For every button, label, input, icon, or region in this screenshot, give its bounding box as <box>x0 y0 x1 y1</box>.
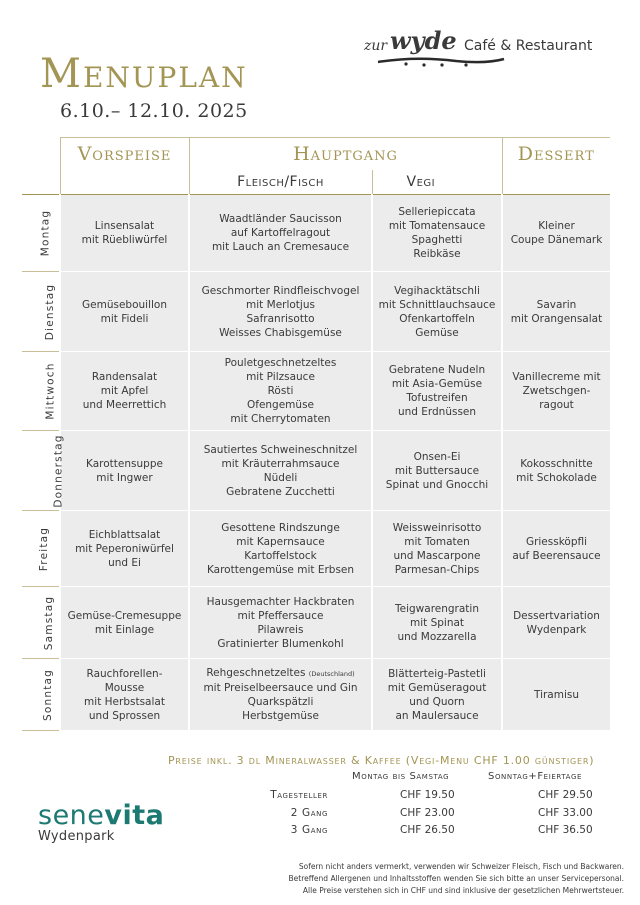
zurwyde-logo <box>362 24 602 72</box>
fleisch-cell <box>189 352 372 431</box>
dessert-cell <box>502 587 610 659</box>
vegi-cell <box>372 272 502 352</box>
dish-line: Sautiertes Schweineschnitzel <box>203 443 358 456</box>
dish-line: mit Einlage <box>94 623 155 636</box>
fleisch-cell <box>189 272 372 352</box>
dish-line: Gratinierter Blumenkohl <box>217 637 344 650</box>
dish-line: ragout <box>539 399 574 411</box>
vegi-cell <box>372 511 502 587</box>
dish-line: und Mozzarella <box>397 630 477 643</box>
dish-line: Rösti <box>267 385 294 397</box>
dish-line: mit Schnittlauchsauce <box>378 298 496 311</box>
price-tagesteller-sunday: CHF 29.50 <box>538 789 593 801</box>
vorspeise-cell <box>60 587 189 659</box>
dish-line: Griessköpfli <box>525 535 588 548</box>
dish-line: Rauchforellen- <box>86 667 163 680</box>
dish-line: Geschmorter Rindfleischvogel <box>201 284 360 297</box>
dish-line: auf Kartoffelragout <box>230 227 331 239</box>
price-col-weekday: Montag bis Samstag <box>352 771 450 782</box>
dish-line: und Erdnüssen <box>397 406 477 418</box>
logo-branch-icon <box>376 54 506 68</box>
dish-line: Ofenkartoffeln <box>399 312 475 325</box>
dish-line: Weisses Chabisgemüse <box>219 326 342 339</box>
dessert-cell <box>502 511 610 587</box>
vorspeise-cell <box>60 659 189 731</box>
dish-text: Rehgeschnetzeltes <box>206 667 309 679</box>
dish-line: Kleiner <box>538 220 575 232</box>
header-fleisch: Fleisch/Fisch <box>189 170 372 195</box>
price-tagesteller-weekday: CHF 19.50 <box>400 789 455 801</box>
dish-line: mit Fideli <box>100 312 149 325</box>
day-label-cell <box>22 511 60 587</box>
dish-line: Spinat und Gnocchi <box>385 478 489 491</box>
dish-line: Zwetschgen- <box>522 385 591 397</box>
dish-line: mit Pfeffersauce <box>237 609 324 622</box>
logo-zur: zur <box>364 38 388 54</box>
vorspeise-cell <box>60 431 189 511</box>
dish-line: Hausgemachter Hackbraten <box>206 595 355 608</box>
price-3gang-sunday: CHF 36.50 <box>538 824 593 836</box>
dish-line: mit Spinat <box>409 616 465 629</box>
footnote: Sofern nicht anders vermerkt, verwenden wir Schweizer Fleisch, Fisch und Backwaren. <box>298 862 624 871</box>
dish-line: Herbstgemüse <box>242 710 319 722</box>
dish-line: Spaghetti <box>411 234 463 246</box>
dish-line: mit Pilzsauce <box>246 371 315 383</box>
day-label-cell <box>22 195 60 272</box>
footnote: Alle Preise verstehen sich in CHF und sind inklusive der gesetzlichen Mehrwertsteuer. <box>302 886 624 895</box>
dish-line: mit Merlotjus <box>246 298 315 311</box>
price-2gang-sunday: CHF 33.00 <box>538 807 593 819</box>
origin-note: (Deutschland) <box>308 670 355 678</box>
dessert-cell <box>502 659 610 731</box>
logo-wyde: wyde <box>390 26 457 55</box>
dish-line: und Meerrettich <box>82 399 167 411</box>
menu-table <box>22 137 610 731</box>
dish-line: Gesottene Rindszunge <box>221 521 340 534</box>
dish-line: Linsensalat <box>94 220 155 232</box>
footnotes <box>204 861 624 897</box>
price-heading: Preise inkl. 3 dl Mineralwasser & Kaffee (Vegi-Menu CHF 1.00 günstiger) <box>168 754 595 767</box>
day-name: Freitag <box>38 526 51 571</box>
fleisch-cell <box>189 195 372 272</box>
day-label-cell <box>22 587 60 659</box>
price-3gang-weekday: CHF 26.50 <box>400 824 455 836</box>
fleisch-cell <box>189 587 372 659</box>
day-row <box>22 195 610 272</box>
dessert-cell <box>502 195 610 272</box>
dish-line: mit Tomatensauce <box>388 220 486 232</box>
dish-line: und Mascarpone <box>393 549 481 562</box>
day-label-cell <box>22 352 60 431</box>
day-name: Samstag <box>43 595 56 650</box>
header-vorspeise: Vorspeise <box>60 138 189 171</box>
dish-line: Nüdeli <box>263 471 298 484</box>
dish-line: Teigwarengratin <box>395 602 479 615</box>
dessert-cell <box>502 272 610 352</box>
dish-line: mit Peperoniwürfel <box>75 542 174 555</box>
dish-line: mit Tomaten <box>404 535 470 548</box>
dish-line: auf Beerensauce <box>512 549 601 562</box>
vegi-cell <box>372 431 502 511</box>
dish-line: Randensalat <box>91 371 158 383</box>
dish-line: mit Kräuterrahmsauce <box>221 457 340 470</box>
dish-line: mit Buttersauce <box>394 464 480 477</box>
fleisch-cell <box>189 659 372 731</box>
dish-line: mit Rüebliwürfel <box>81 234 168 246</box>
dish-line: mit Gemüseragout <box>387 681 487 694</box>
dish-line: Savarin <box>536 298 577 311</box>
price-label-tagesteller: Tagesteller <box>270 789 328 801</box>
dish-line: Pilawreis <box>257 623 304 636</box>
dish-line: Tofustreifen <box>406 392 468 404</box>
day-label-cell <box>22 659 60 731</box>
dish-line: Eichblattsalat <box>88 528 161 541</box>
dish-line: mit Orangensalat <box>510 312 603 325</box>
dish-line: Dessertvariation <box>513 609 600 622</box>
dish-line: Vegihacktätschli <box>394 284 480 297</box>
dish-line: Coupe Dänemark <box>510 234 603 246</box>
dish-line: Gemüse-Cremesuppe <box>67 609 182 622</box>
senevita-brand-a: sene <box>38 800 105 831</box>
dish-line: Wydenpark <box>526 623 587 636</box>
dish-line: Selleriepiccata <box>398 206 476 218</box>
day-row <box>22 352 610 431</box>
dish-line <box>190 666 371 681</box>
page-title: Menuplan <box>40 51 248 97</box>
vorspeise-cell <box>60 352 189 431</box>
dish-line: mit Asia-Gemüse <box>391 378 483 390</box>
dish-line: mit Ingwer <box>96 471 153 484</box>
dish-line: Gebratene Zucchetti <box>226 485 335 498</box>
day-row <box>22 511 610 587</box>
footnote: Betreffend Allergenen und Inhaltsstoffen wenden Sie sich bitte an unser Servicepersonal. <box>288 874 624 883</box>
day-row <box>22 431 610 511</box>
senevita-sub: Wydenpark <box>38 829 115 844</box>
header-hauptgang: Hauptgang <box>189 138 502 171</box>
senevita-brand-b: vita <box>104 800 165 831</box>
dish-line: Ofengemüse <box>246 399 314 411</box>
dish-line: an Maulersauce <box>395 709 479 722</box>
dish-line: Waadtländer Saucisson <box>219 213 342 225</box>
day-row <box>22 272 610 352</box>
vegi-cell <box>372 195 502 272</box>
dish-line: und Quorn <box>409 695 465 708</box>
dessert-cell <box>502 431 610 511</box>
price-col-sunday: Sonntag+Feiertage <box>488 771 582 782</box>
vegi-cell <box>372 587 502 659</box>
dish-line: und Ei <box>108 556 141 569</box>
dish-line: und Sprossen <box>88 709 161 722</box>
day-label-cell <box>22 431 65 511</box>
day-name: Dienstag <box>44 283 57 340</box>
dish-line: Vanillecreme mit <box>512 371 601 383</box>
fleisch-cell <box>189 511 372 587</box>
dish-line: Pouletgeschnetzeltes <box>224 357 337 369</box>
header-vegi: Vegi <box>372 170 502 195</box>
day-row <box>22 587 610 659</box>
dish-line: Quarkspätzli <box>247 696 314 708</box>
logo-restaurant: Café & Restaurant <box>464 38 593 54</box>
dish-line: Tiramisu <box>533 688 580 701</box>
dish-line: Gemüsebouillon <box>82 298 167 311</box>
vegi-cell <box>372 659 502 731</box>
dish-line: mit Lauch an Cremesauce <box>211 241 350 253</box>
day-name: Mittwoch <box>44 362 57 420</box>
dish-line: Kartoffelstock <box>244 549 317 562</box>
price-2gang-weekday: CHF 23.00 <box>400 807 455 819</box>
dish-line: Blätterteig-Pastetli <box>388 667 486 680</box>
date-range: 6.10.– 12.10. 2025 <box>60 100 248 122</box>
dish-line: Gemüse <box>415 326 459 339</box>
dish-line: Safranrisotto <box>246 312 315 325</box>
vorspeise-cell <box>60 195 189 272</box>
dessert-cell <box>502 352 610 431</box>
dish-line: Reibkäse <box>413 248 461 260</box>
dish-line: Gebratene Nudeln <box>388 364 486 376</box>
dish-line: mit Kapernsauce <box>236 535 325 548</box>
vegi-cell <box>372 352 502 431</box>
dish-line: mit Cherrytomaten <box>230 413 331 425</box>
price-label-3gang: 3 Gang <box>290 824 328 836</box>
dish-line: Karottengemüse mit Erbsen <box>206 563 355 576</box>
fleisch-cell <box>189 431 372 511</box>
dish-line: mit Schokolade <box>516 471 597 484</box>
dish-line: mit Preiselbeersauce und Gin <box>203 682 358 694</box>
day-name: Montag <box>39 209 52 257</box>
dish-line: Mousse <box>104 681 145 694</box>
vorspeise-cell <box>60 272 189 352</box>
day-name: Sonntag <box>42 668 55 721</box>
day-name: Donnerstag <box>52 433 65 508</box>
dish-line: Karottensuppe <box>86 457 163 470</box>
dish-line: Weissweinrisotto <box>392 521 482 534</box>
header-dessert: Dessert <box>502 138 610 171</box>
price-label-2gang: 2 Gang <box>290 807 328 819</box>
dish-line: Onsen-Ei <box>413 450 461 463</box>
senevita-logo <box>38 800 164 844</box>
dish-line: Kokosschnitte <box>520 457 593 470</box>
dish-line: mit Herbstsalat <box>84 695 165 708</box>
dish-line: mit Apfel <box>100 385 149 397</box>
dish-line: Parmesan-Chips <box>394 563 480 576</box>
day-label-cell <box>22 272 60 352</box>
vorspeise-cell <box>60 511 189 587</box>
day-row <box>22 659 610 731</box>
